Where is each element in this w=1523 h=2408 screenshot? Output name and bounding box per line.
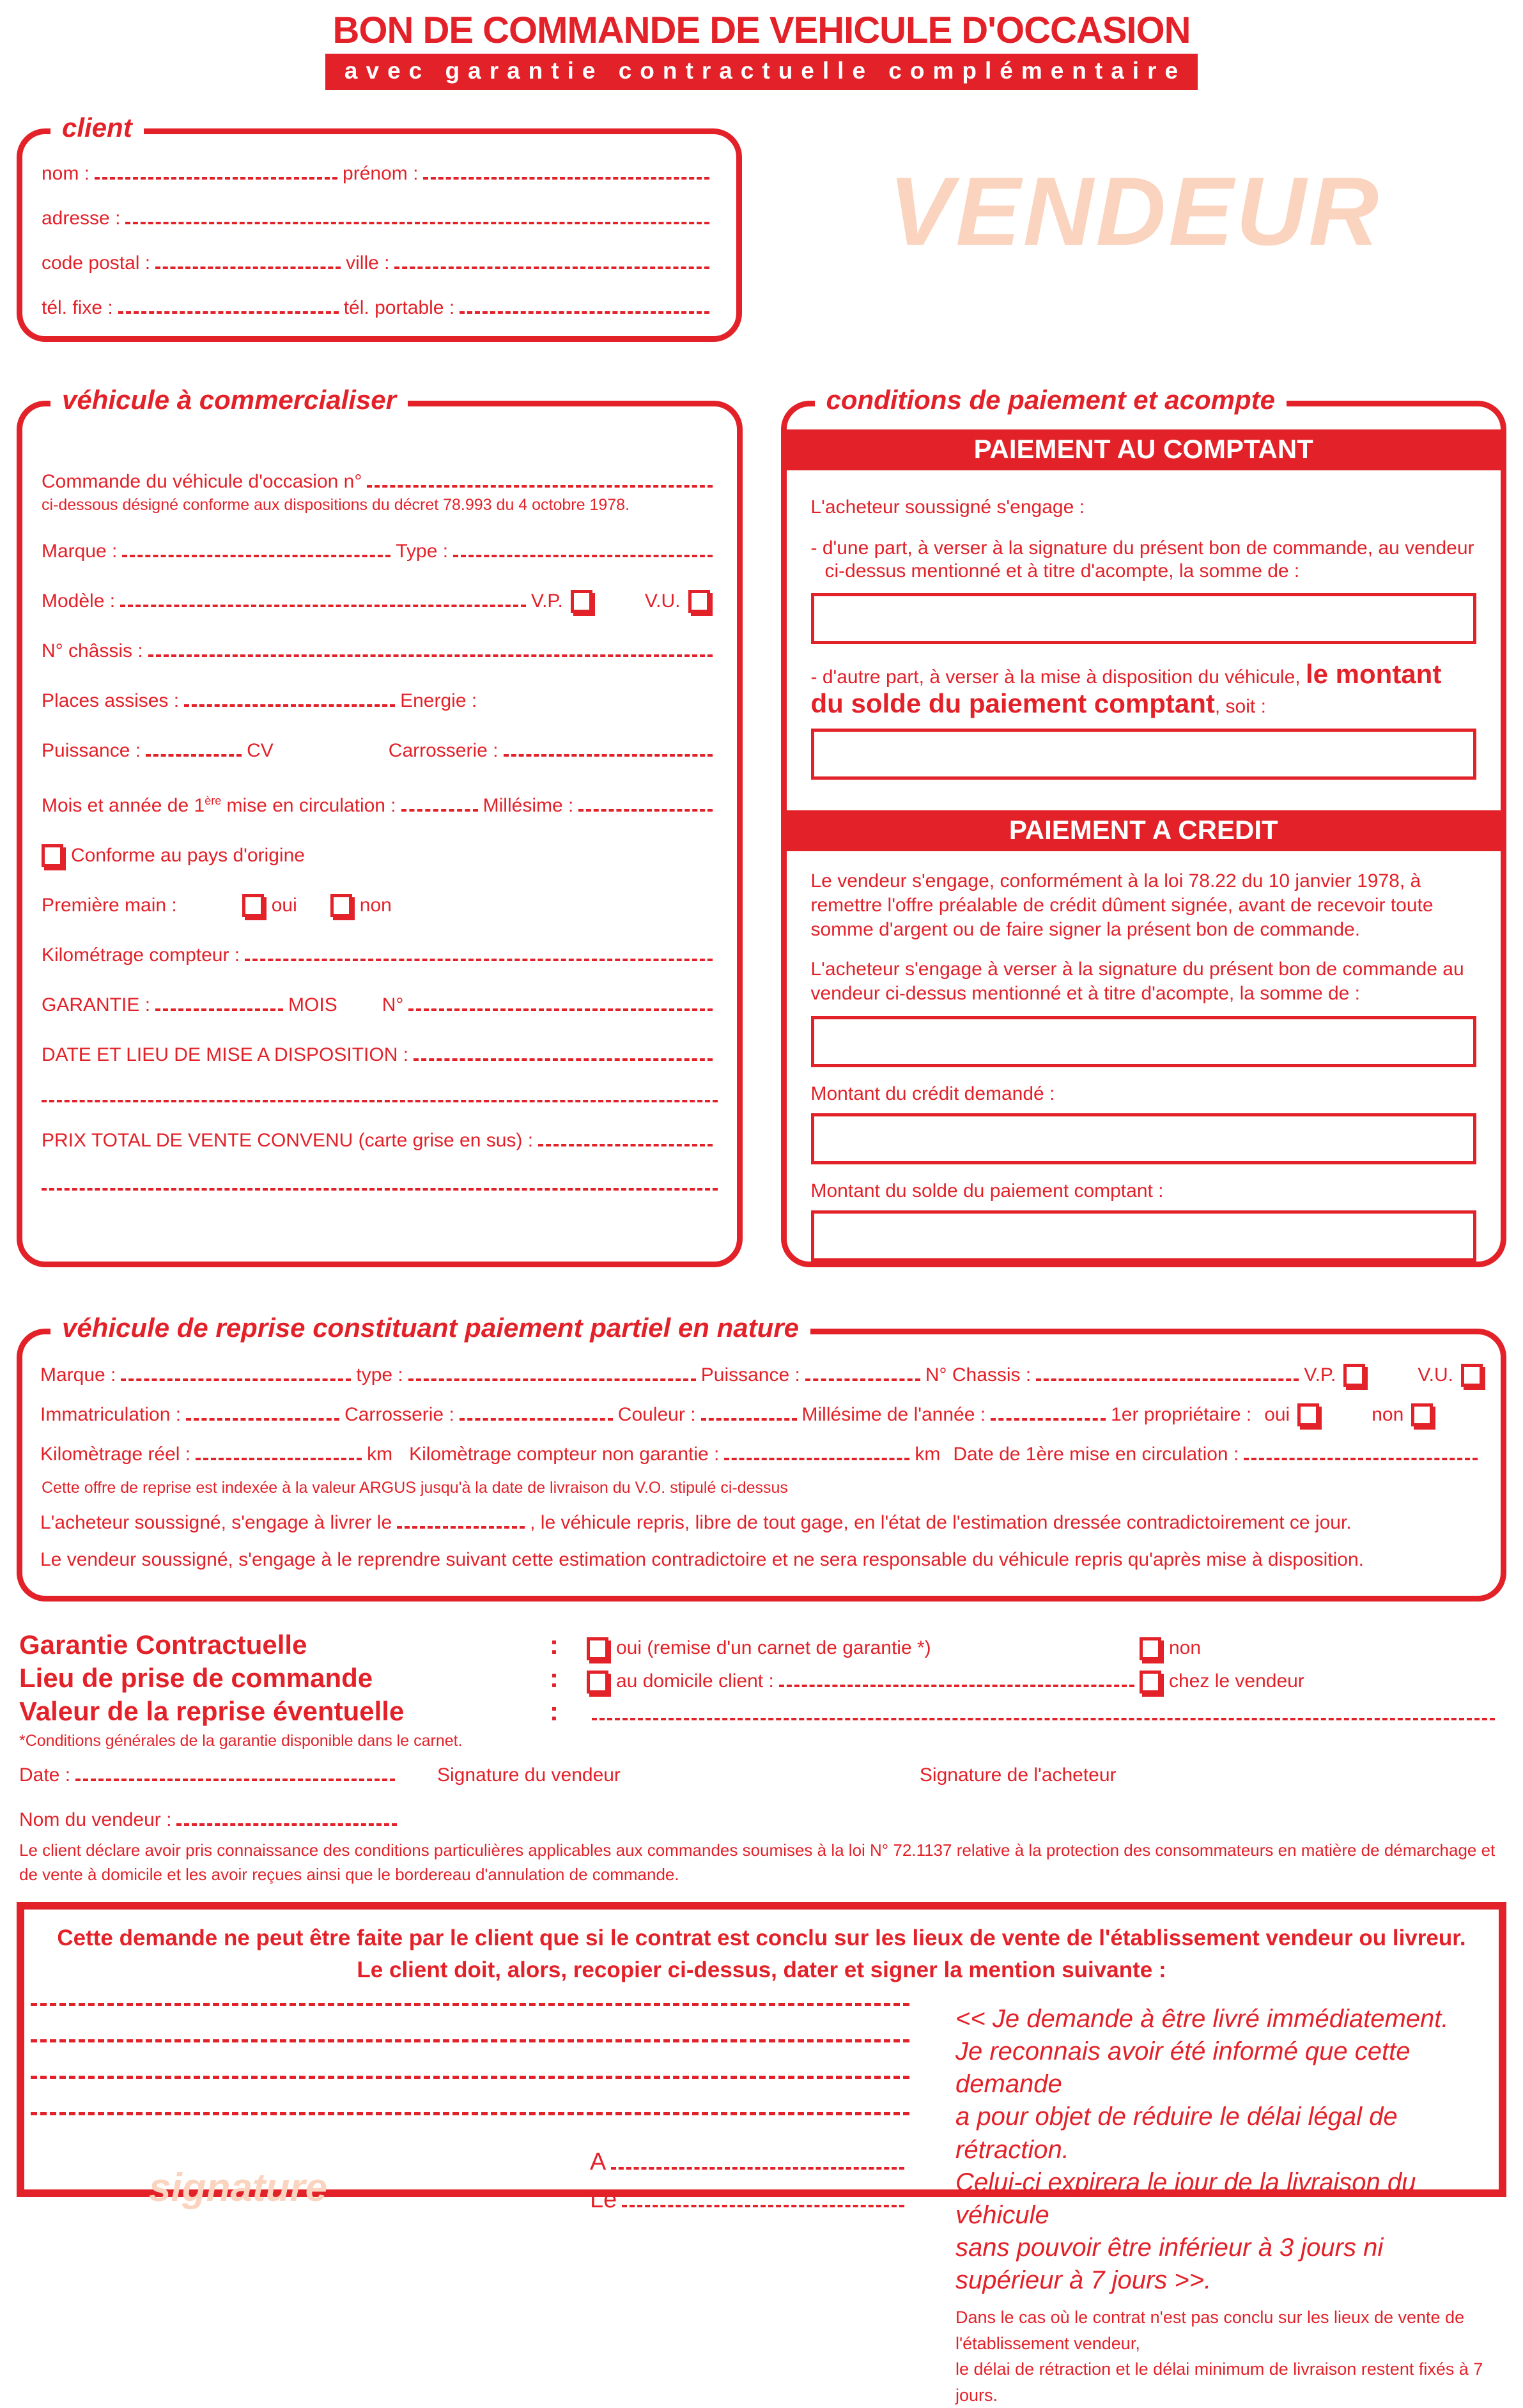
reprise-marque-line[interactable] [121, 1378, 351, 1381]
premiere-main-non-label: non [359, 895, 392, 916]
immat-label: Immatriculation : [40, 1404, 182, 1425]
acompte-credit-amount-box[interactable] [811, 1016, 1477, 1067]
garantie-non-checkbox[interactable] [1140, 1637, 1161, 1660]
reprise-puissance-label: Puissance : [700, 1364, 800, 1385]
millesime-label: Millésime : [483, 795, 574, 816]
mention-copy-line-4[interactable] [31, 2112, 909, 2115]
domicile-checkbox[interactable] [587, 1671, 608, 1694]
form-subtitle: avec garantie contractuelle complémentaire [325, 54, 1198, 90]
valeur-reprise-line[interactable] [592, 1718, 1495, 1720]
solde-comptant-amount-box[interactable] [811, 729, 1477, 780]
livrer-date-line[interactable] [397, 1526, 525, 1529]
date-lieu-line[interactable] [414, 1058, 712, 1061]
modele-line[interactable] [120, 605, 526, 607]
reprise-vp-label: V.P. [1304, 1364, 1336, 1385]
commande-numero-label: Commande du véhicule d'occasion n° [42, 471, 362, 492]
date-lieu-label: DATE ET LIEU DE MISE A DISPOSITION : [42, 1044, 409, 1065]
part1-line1: - d'une part, à verser à la signature du présent bon de commande, au vendeur [810, 537, 1474, 559]
form-header [0, 0, 1523, 90]
garantie-numero-line[interactable] [408, 1008, 712, 1011]
km-reel-line[interactable] [196, 1458, 362, 1460]
quote-line-2: Je reconnais avoir été informé que cette demande [955, 2037, 1411, 2099]
date-label: Date : [19, 1764, 71, 1786]
client-section-label: client [50, 112, 144, 143]
commande-numero-line[interactable] [367, 485, 712, 488]
signature-area [17, 1764, 1506, 1887]
reprise-section-label: véhicule de reprise constituant paiement partiel en nature [50, 1313, 810, 1343]
code-postal-label: code postal : [42, 252, 151, 274]
reprise-carrosserie-line[interactable] [460, 1418, 613, 1421]
montant-solde-bold: le montant du solde du paiement comptant [810, 659, 1442, 718]
paiement-section-label: conditions de paiement et acompte [815, 385, 1287, 415]
carrosserie-label: Carrosserie : [388, 740, 499, 761]
livrer-label-2: , le véhicule repris, libre de tout gage, en l'état de l'estimation dressée contradictoirement ce jour. [530, 1512, 1352, 1533]
le-line[interactable] [622, 2205, 904, 2207]
places-label: Places assises : [42, 690, 180, 711]
reprise-chassis-line[interactable] [1036, 1378, 1299, 1381]
a-label: A [590, 2148, 607, 2175]
signature-acheteur-label: Signature de l'acheteur [919, 1764, 1117, 1786]
engage-text: L'acheteur soussigné s'engage : [810, 497, 1085, 518]
kilometrage-line[interactable] [245, 959, 712, 961]
garantie-oui-label: oui (remise d'un carnet de garantie *) [616, 1637, 931, 1658]
domicile-label: au domicile client : [616, 1671, 774, 1692]
valeur-reprise-label: Valeur de la reprise éventuelle [19, 1696, 405, 1726]
mention-copy-line-2[interactable] [31, 2039, 909, 2042]
garantie-block: Garantie Contractuelle : oui (remise d'un carnet de garantie *) non Lieu de prise de commande : au domicile client : chez le vendeur Valeur de la reprise éventuelle : *Conditions générales de la garantie disponible dans le carnet. [17, 1630, 1506, 1750]
adresse-label: adresse : [42, 208, 121, 229]
couleur-label: Couleur : [617, 1404, 696, 1425]
km2-label: km [915, 1444, 941, 1465]
vp-label: V.P. [530, 590, 563, 612]
montant-credit-amount-box[interactable] [811, 1113, 1477, 1164]
garantie-non-label: non [1169, 1637, 1202, 1658]
immat-line[interactable] [186, 1418, 339, 1421]
prix-total-line[interactable] [538, 1144, 712, 1146]
reprise-vu-checkbox[interactable] [1461, 1364, 1483, 1387]
chassis-line[interactable] [148, 654, 713, 657]
garantie-conditions-note: *Conditions générales de la garantie disponible dans le carnet. [19, 1732, 463, 1750]
places-line[interactable] [184, 704, 395, 707]
quote-line-4: Celui-ci expirera le jour de la livraison du véhicule [955, 2168, 1416, 2229]
date-mec-line[interactable] [1244, 1458, 1478, 1460]
puissance-label: Puissance : [42, 740, 141, 761]
vehicule-section [17, 385, 743, 1267]
vehicule-section-label: véhicule à commercialiser [50, 385, 408, 415]
credit-band: PAIEMENT A CREDIT [787, 810, 1501, 851]
chassis-label: N° châssis : [42, 640, 143, 661]
ville-input-line[interactable] [394, 266, 709, 269]
conforme-label: Conforme au pays d'origine [71, 845, 305, 866]
premiere-main-oui-label: oui [271, 895, 297, 916]
vp-checkbox[interactable] [571, 590, 592, 613]
mention-note-1: Dans le cas où le contrat n'est pas conclu sur les lieux de vente de l'établissement vendeur, [955, 2308, 1465, 2353]
mention-copy-line-1[interactable] [31, 2003, 909, 2006]
garantie-label: GARANTIE : [42, 994, 151, 1015]
argus-note: Cette offre de reprise est indexée à la valeur ARGUS jusqu'à la date de livraison du V.O. stipulé ci-dessus [42, 1479, 788, 1497]
part2-text: - d'autre part, à verser à la mise à disposition du véhicule, le montant du solde du paiement comptant, soit : [810, 659, 1442, 718]
mise-circulation-label: Mois et année de 1ère mise en circulation : [42, 794, 396, 816]
mention-note-2: le délai de rétraction et le délai minimum de livraison restent fixés à 7 jours. [955, 2359, 1483, 2405]
chez-vendeur-label: chez le vendeur [1169, 1671, 1304, 1692]
code-postal-input-line[interactable] [155, 266, 341, 269]
garantie-oui-checkbox[interactable] [587, 1637, 608, 1660]
premiere-main-non-checkbox[interactable] [330, 894, 352, 917]
a-line[interactable] [611, 2167, 904, 2170]
reprise-section [17, 1313, 1506, 1601]
legal-paragraph: Le client déclare avoir pris connaissance des conditions particulières applicables aux commandes soumises à la loi N° 72.1137 relative à la protection des consommateurs en matière de démarchage et de vente à domicile et les avoir reçues ainsi que le bordereau d'annulation de commande. [19, 1841, 1496, 1884]
type-label: Type : [396, 541, 449, 562]
mention-intro-1: Cette demande ne peut être faite par le client que si le contrat est conclu sur les lieux de vente de l'établissement vendeur ou livreur. [57, 1926, 1466, 1951]
tel-fixe-label: tél. fixe : [42, 297, 113, 318]
date-mec-label: Date de 1ère mise en circulation : [953, 1444, 1239, 1465]
couleur-line[interactable] [701, 1418, 797, 1421]
mise-circulation-line[interactable] [401, 809, 478, 812]
chez-vendeur-checkbox[interactable] [1140, 1671, 1161, 1694]
mention-intro-2: Le client doit, alors, recopier ci-dessus, dater et signer la mention suivante : [357, 1957, 1166, 1983]
lieu-commande-label: Lieu de prise de commande [19, 1663, 373, 1693]
mention-box [17, 1902, 1506, 2405]
montant-solde-amount-box[interactable] [811, 1210, 1477, 1262]
reprise-vp-checkbox[interactable] [1343, 1364, 1365, 1387]
mois-label: MOIS [288, 994, 337, 1015]
quote-line-3: a pour objet de réduire le délai légal de rétraction. [955, 2103, 1398, 2164]
nom-label: nom : [42, 163, 90, 184]
vu-checkbox[interactable] [688, 590, 710, 613]
puissance-line[interactable] [146, 754, 242, 757]
conforme-checkbox[interactable] [42, 844, 63, 867]
livrer-label-1: L'acheteur soussigné, s'engage à livrer le [40, 1512, 392, 1533]
tel-fixe-input-line[interactable] [118, 311, 339, 314]
signature-watermark: signature [149, 2165, 328, 2210]
km-compteur-label: Kilomètrage compteur non garantie : [409, 1444, 720, 1465]
credit-paragraph-1: Le vendeur s'engage, conformément à la loi 78.22 du 10 janvier 1978, à remettre l'offre préalable de crédit dûment signée, avant de recevoir toute somme d'argent ou de faire signer la présent bon de commande. [810, 870, 1434, 940]
date-lieu-line-2[interactable] [42, 1100, 718, 1102]
modele-label: Modèle : [42, 590, 116, 612]
quote-line-1: << Je demande à être livré immédiatement. [955, 2004, 1449, 2033]
le-label: Le [590, 2186, 617, 2213]
client-section [17, 112, 742, 342]
ville-label: ville : [346, 252, 390, 274]
proprietaire-oui-label: oui [1264, 1404, 1290, 1425]
nom-input-line[interactable] [95, 177, 337, 180]
proprietaire-label: 1er propriétaire : [1111, 1404, 1252, 1425]
km-reel-label: Kilomètrage réel : [40, 1444, 191, 1465]
reprise-type-label: type : [356, 1364, 403, 1385]
vendeur-watermark: VENDEUR [888, 157, 1382, 266]
type-line[interactable] [453, 555, 712, 557]
acompte-comptant-amount-box[interactable] [811, 593, 1477, 644]
reprise-vu-label: V.U. [1418, 1364, 1453, 1385]
energie-label: Energie : [400, 690, 477, 711]
paiement-section [781, 385, 1507, 1267]
proprietaire-non-label: non [1372, 1404, 1404, 1425]
form-title: BON DE COMMANDE DE VEHICULE D'OCCASION [332, 10, 1191, 51]
garantie-duree-line[interactable] [155, 1008, 283, 1011]
domicile-line[interactable] [779, 1685, 1134, 1687]
reprise-marque-label: Marque : [40, 1364, 116, 1385]
part1-line2: ci-dessus mentionné et à titre d'acompte, la somme de : [824, 560, 1300, 582]
kilometrage-label: Kilométrage compteur : [42, 945, 240, 966]
signature-vendeur-label: Signature du vendeur [437, 1764, 621, 1786]
reprise-millesime-label: Millésime de l'année : [801, 1404, 986, 1425]
proprietaire-oui-checkbox[interactable] [1297, 1403, 1319, 1426]
reprise-chassis-label: N° Chassis : [925, 1364, 1032, 1385]
carrosserie-line[interactable] [504, 754, 713, 757]
montant-credit-label: Montant du crédit demandé : [810, 1083, 1055, 1104]
comptant-band: PAIEMENT AU COMPTANT [787, 429, 1501, 470]
credit-paragraph-2: L'acheteur s'engage à verser à la signature du présent bon de commande au vendeur ci-dessus mentionné et à titre d'acompte, la somme de : [810, 959, 1464, 1004]
garantie-contractuelle-label: Garantie Contractuelle [19, 1630, 307, 1660]
cv-label: CV [247, 740, 274, 761]
reprise-type-line[interactable] [408, 1378, 696, 1381]
reprise-carrosserie-label: Carrosserie : [344, 1404, 454, 1425]
tel-portable-input-line[interactable] [460, 311, 709, 314]
premiere-main-oui-checkbox[interactable] [242, 894, 264, 917]
premiere-main-label: Première main : [42, 895, 177, 916]
vu-label: V.U. [644, 590, 681, 612]
date-line[interactable] [75, 1779, 395, 1781]
marque-label: Marque : [42, 541, 118, 562]
decret-note: ci-dessous désigné conforme aux dispositions du décret 78.993 du 4 octobre 1978. [42, 496, 630, 514]
tel-portable-label: tél. portable : [343, 297, 455, 318]
vendeur-reprend-text: Le vendeur soussigné, s'engage à le reprendre suivant cette estimation contradictoire et ne sera responsable du véhicule repris qu'après mise à disposition. [40, 1549, 1364, 1570]
reprise-millesime-line[interactable] [991, 1418, 1106, 1421]
km1-label: km [367, 1444, 393, 1465]
mention-copy-line-3[interactable] [31, 2076, 909, 2079]
km-compteur-line[interactable] [724, 1458, 909, 1460]
nom-vendeur-line[interactable] [176, 1823, 397, 1826]
adresse-input-line[interactable] [125, 222, 709, 224]
prenom-label: prénom : [343, 163, 419, 184]
reprise-puissance-line[interactable] [805, 1378, 920, 1381]
proprietaire-non-checkbox[interactable] [1411, 1403, 1433, 1426]
garantie-numero-label: N° [382, 994, 404, 1015]
prix-total-line-2[interactable] [42, 1188, 718, 1191]
nom-vendeur-label: Nom du vendeur : [19, 1809, 172, 1830]
prix-total-label: PRIX TOTAL DE VENTE CONVENU (carte grise en sus) : [42, 1130, 534, 1151]
millesime-line[interactable] [578, 809, 712, 812]
quote-line-5: sans pouvoir être inférieur à 3 jours ni supérieur à 7 jours >>. [955, 2234, 1384, 2295]
prenom-input-line[interactable] [423, 177, 709, 180]
marque-line[interactable] [122, 555, 390, 557]
montant-solde-label: Montant du solde du paiement comptant : [810, 1180, 1164, 1201]
